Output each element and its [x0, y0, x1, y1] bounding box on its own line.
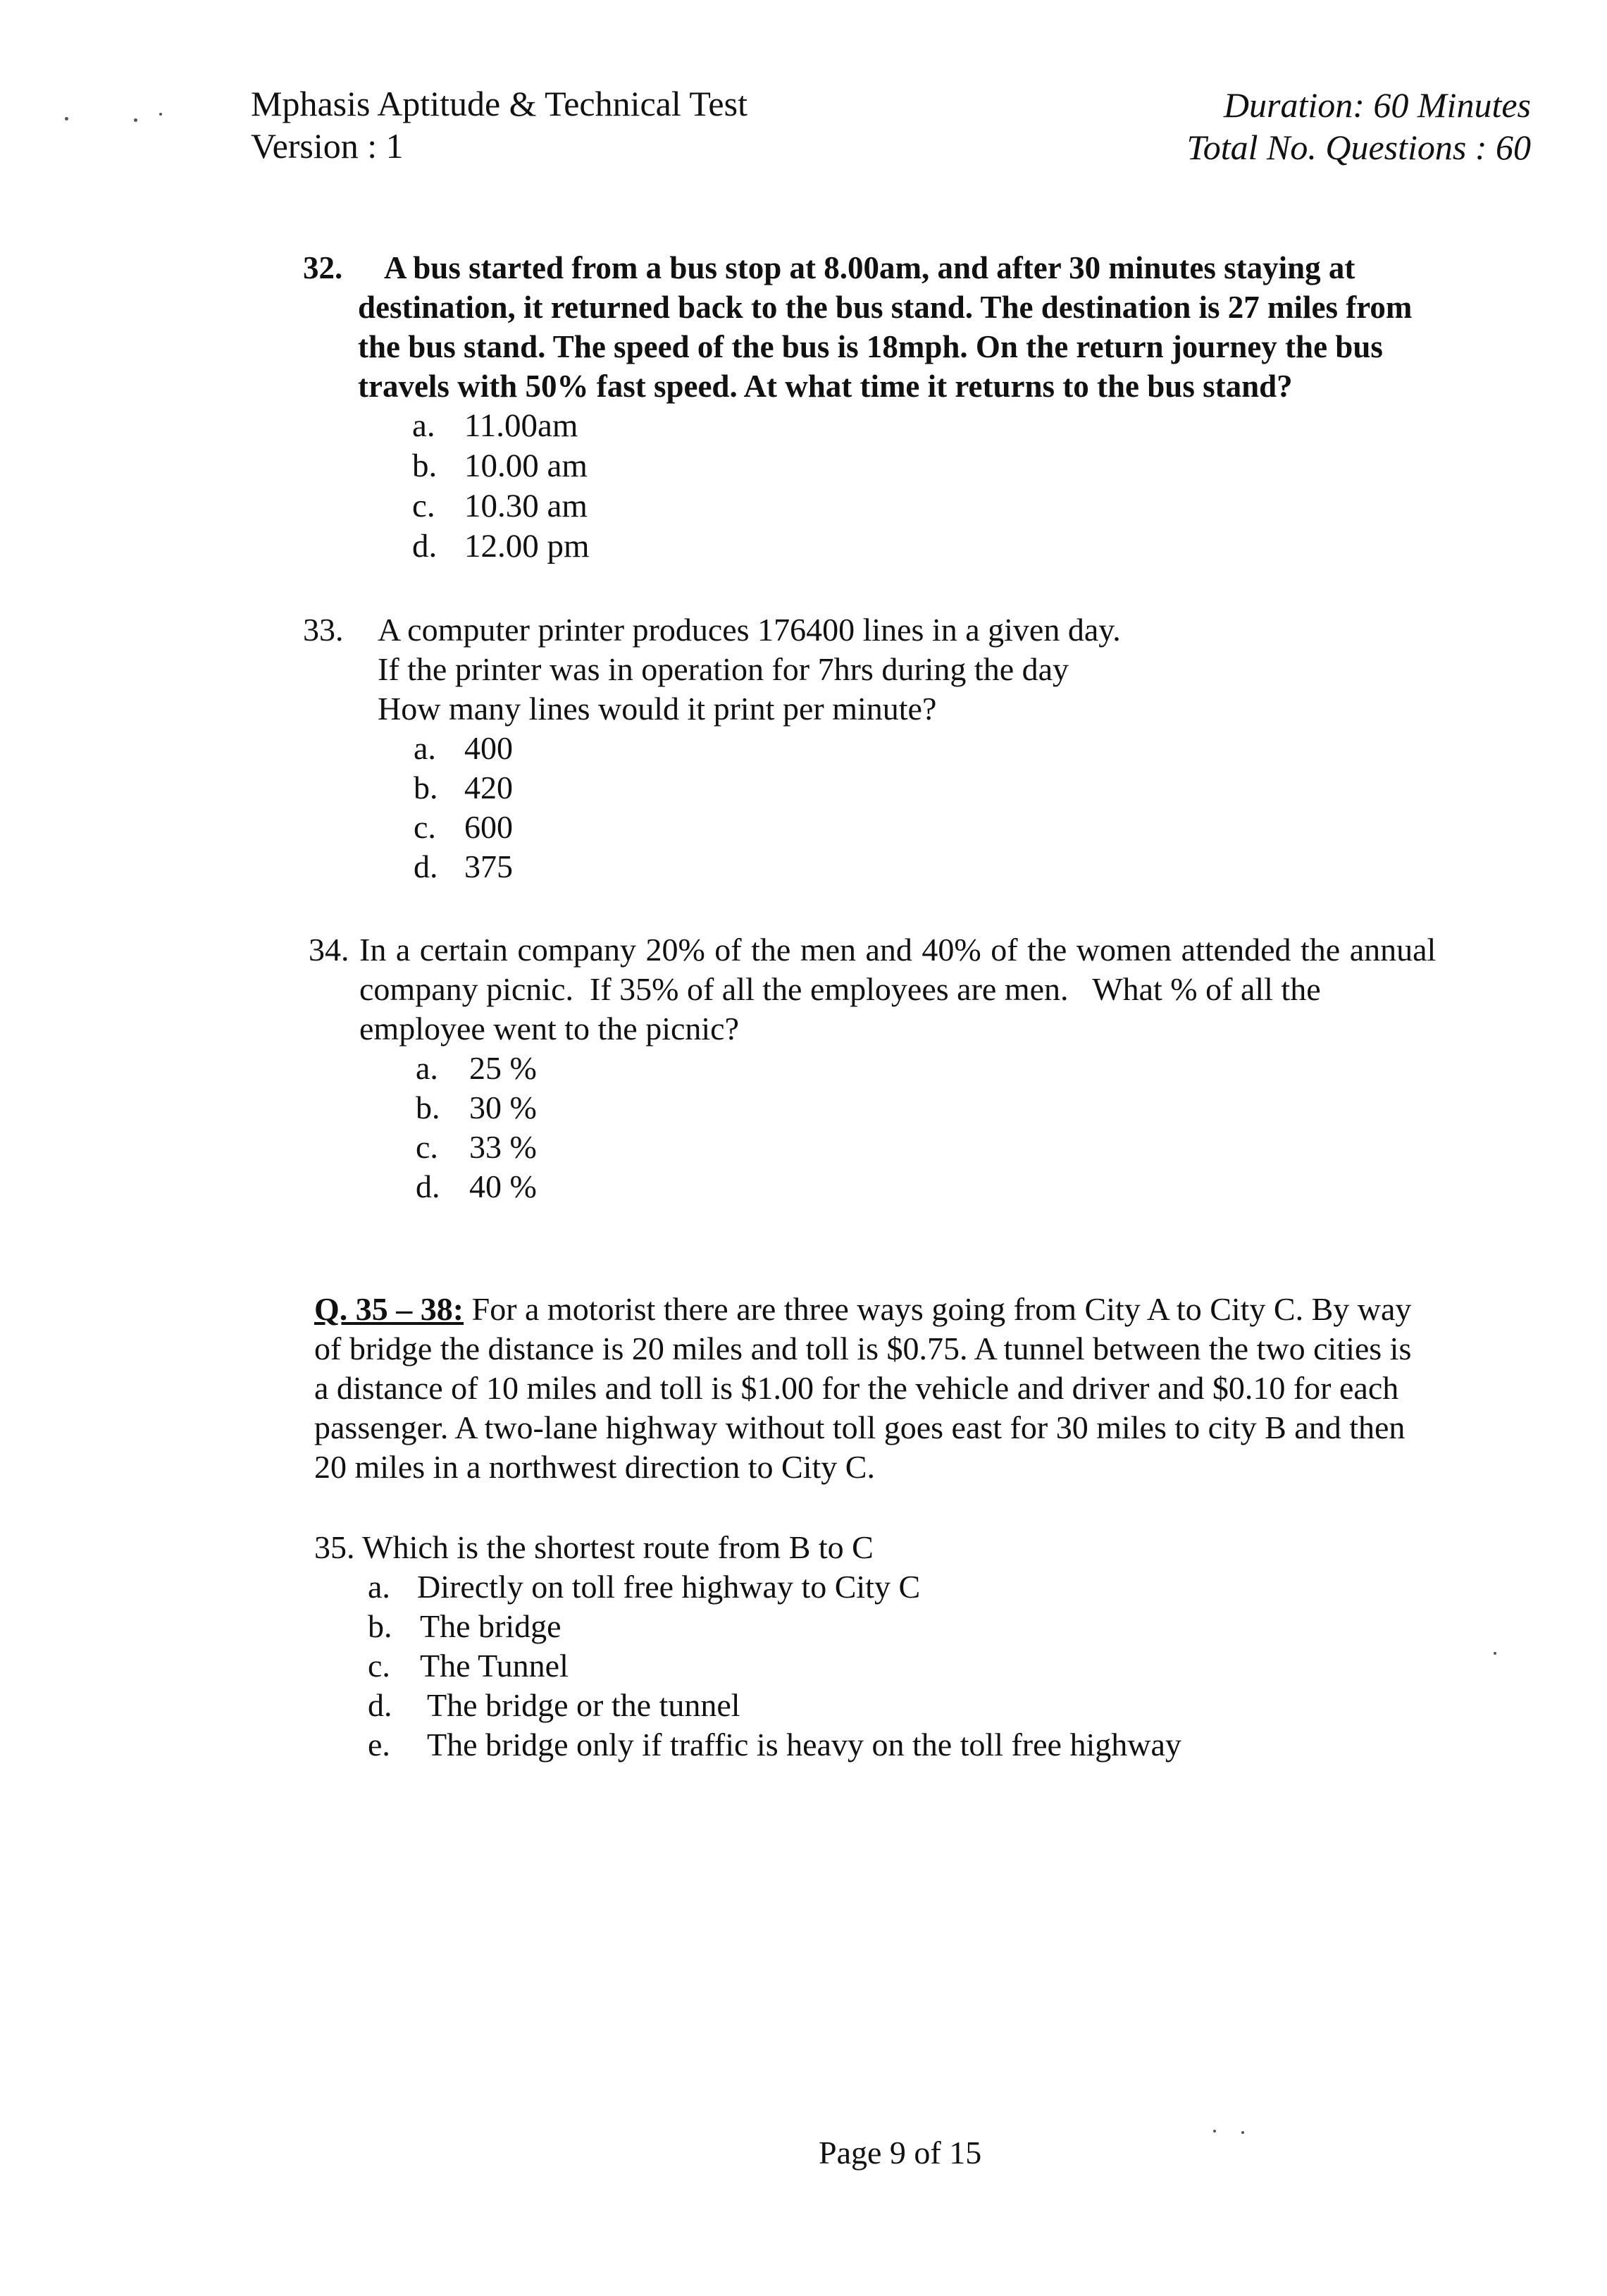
question-text-line: travels with 50% fast speed. At what time it returns to the bus stand? [358, 369, 1293, 404]
scan-speck [1213, 2130, 1216, 2133]
option-text: 400 [464, 730, 513, 766]
option-letter: c. [368, 1648, 390, 1684]
option-text: 600 [464, 809, 513, 845]
option-b[interactable] [416, 1088, 1536, 1128]
passage-text-line: passenger. A two-lane highway without toll goes east for 30 miles to city B and then [314, 1409, 1406, 1445]
question-34 [309, 930, 1536, 1206]
option-text: 12.00 pm [464, 528, 590, 564]
total-questions-label: Total No. Questions : 60 [1186, 128, 1531, 167]
scan-speck [159, 113, 162, 116]
option-letter: c. [414, 809, 436, 845]
question-text-line: How many lines would it print per minute? [378, 691, 937, 727]
passage-text-line: of bridge the distance is 20 miles and toll is $0.75. A tunnel between the two cities is [314, 1331, 1412, 1366]
option-b[interactable] [414, 768, 1501, 808]
option-text: The Tunnel [420, 1648, 569, 1684]
question-32 [303, 248, 1501, 567]
option-a[interactable] [416, 1049, 1536, 1088]
option-text: 10.30 am [464, 488, 588, 524]
option-b[interactable] [412, 446, 1501, 486]
passage-label: Q. 35 – 38: [314, 1291, 464, 1327]
option-letter: b. [414, 770, 438, 806]
question-text-line: the bus stand. The speed of the bus is 18mph. On the return journey the bus [358, 329, 1383, 364]
option-text: 40 % [469, 1168, 537, 1204]
option-text: 420 [464, 770, 513, 806]
option-c[interactable] [368, 1646, 1539, 1686]
option-letter: b. [412, 448, 438, 484]
passage-q35-38 [314, 1290, 1539, 1487]
option-text: 25 % [469, 1050, 537, 1086]
question-number: 35. [314, 1529, 355, 1565]
option-a[interactable] [412, 406, 1501, 446]
option-text: The bridge only if traffic is heavy on the toll free highway [427, 1727, 1181, 1763]
option-d[interactable] [416, 1167, 1536, 1206]
question-text-line: company picnic. If 35% of all the employees are men. What % of all the [359, 971, 1321, 1007]
scan-speck [1241, 2131, 1244, 2134]
option-letter: d. [412, 528, 438, 564]
option-d[interactable] [414, 847, 1501, 887]
passage-text-line: 20 miles in a northwest direction to City C. [314, 1449, 875, 1485]
question-number: 32. [303, 250, 343, 285]
duration-label: Duration: 60 Minutes [1223, 85, 1531, 125]
scan-speck [65, 117, 68, 121]
question-number: 33. [303, 612, 344, 648]
version-label: Version : 1 [251, 126, 404, 166]
option-c[interactable] [412, 486, 1501, 526]
option-a[interactable] [368, 1567, 1539, 1607]
option-letter: c. [412, 488, 435, 524]
passage-text-line: a distance of 10 miles and toll is $1.00 for the vehicle and driver and $0.10 for each [314, 1370, 1399, 1406]
option-text: 10.00 am [464, 448, 588, 484]
option-c[interactable] [414, 808, 1501, 847]
question-text-line: A computer printer produces 176400 lines in a given day. [378, 612, 1121, 648]
option-text: 11.00am [464, 407, 578, 444]
test-title: Mphasis Aptitude & Technical Test [251, 84, 747, 123]
option-c[interactable] [416, 1128, 1536, 1167]
option-letter: e. [368, 1727, 390, 1763]
option-letter: b. [368, 1608, 392, 1644]
option-text: Directly on toll free highway to City C [417, 1569, 921, 1605]
option-b[interactable] [368, 1607, 1539, 1646]
question-text-line: employee went to the picnic? [359, 1011, 740, 1047]
option-e[interactable] [368, 1725, 1539, 1765]
question-33 [303, 610, 1501, 887]
question-text-line: A bus started from a bus stop at 8.00am, and after 30 minutes staying at [384, 250, 1355, 285]
question-text-line: destination, it returned back to the bus stand. The destination is 27 miles from [358, 290, 1413, 325]
scan-speck [1494, 1652, 1496, 1655]
option-letter: c. [416, 1129, 438, 1165]
option-letter: b. [416, 1090, 440, 1125]
question-text: Which is the shortest route from B to C [362, 1529, 874, 1565]
scan-speck [134, 118, 137, 122]
option-letter: d. [368, 1687, 392, 1723]
option-letter: a. [416, 1050, 438, 1086]
page-number: Page 9 of 15 [819, 2135, 982, 2171]
question-text-line: If the printer was in operation for 7hrs during the day [378, 651, 1069, 687]
option-letter: d. [416, 1168, 440, 1204]
question-number: 34. [309, 932, 349, 968]
option-text: 33 % [469, 1129, 537, 1165]
passage-text-line: For a motorist there are three ways going from City A to City C. By way [471, 1291, 1412, 1327]
question-35 [314, 1528, 1539, 1765]
option-letter: a. [414, 730, 436, 766]
option-text: 375 [464, 848, 513, 884]
option-text: 30 % [469, 1090, 537, 1125]
question-text-line: In a certain company 20% of the men and 40% of the women attended the annual [359, 932, 1437, 968]
option-d[interactable] [412, 526, 1501, 567]
option-text: The bridge [420, 1608, 561, 1644]
option-d[interactable] [368, 1686, 1539, 1725]
option-letter: a. [368, 1569, 390, 1605]
option-letter: d. [414, 848, 438, 884]
option-text: The bridge or the tunnel [427, 1687, 740, 1723]
option-letter: a. [412, 407, 435, 444]
option-a[interactable] [414, 729, 1501, 768]
